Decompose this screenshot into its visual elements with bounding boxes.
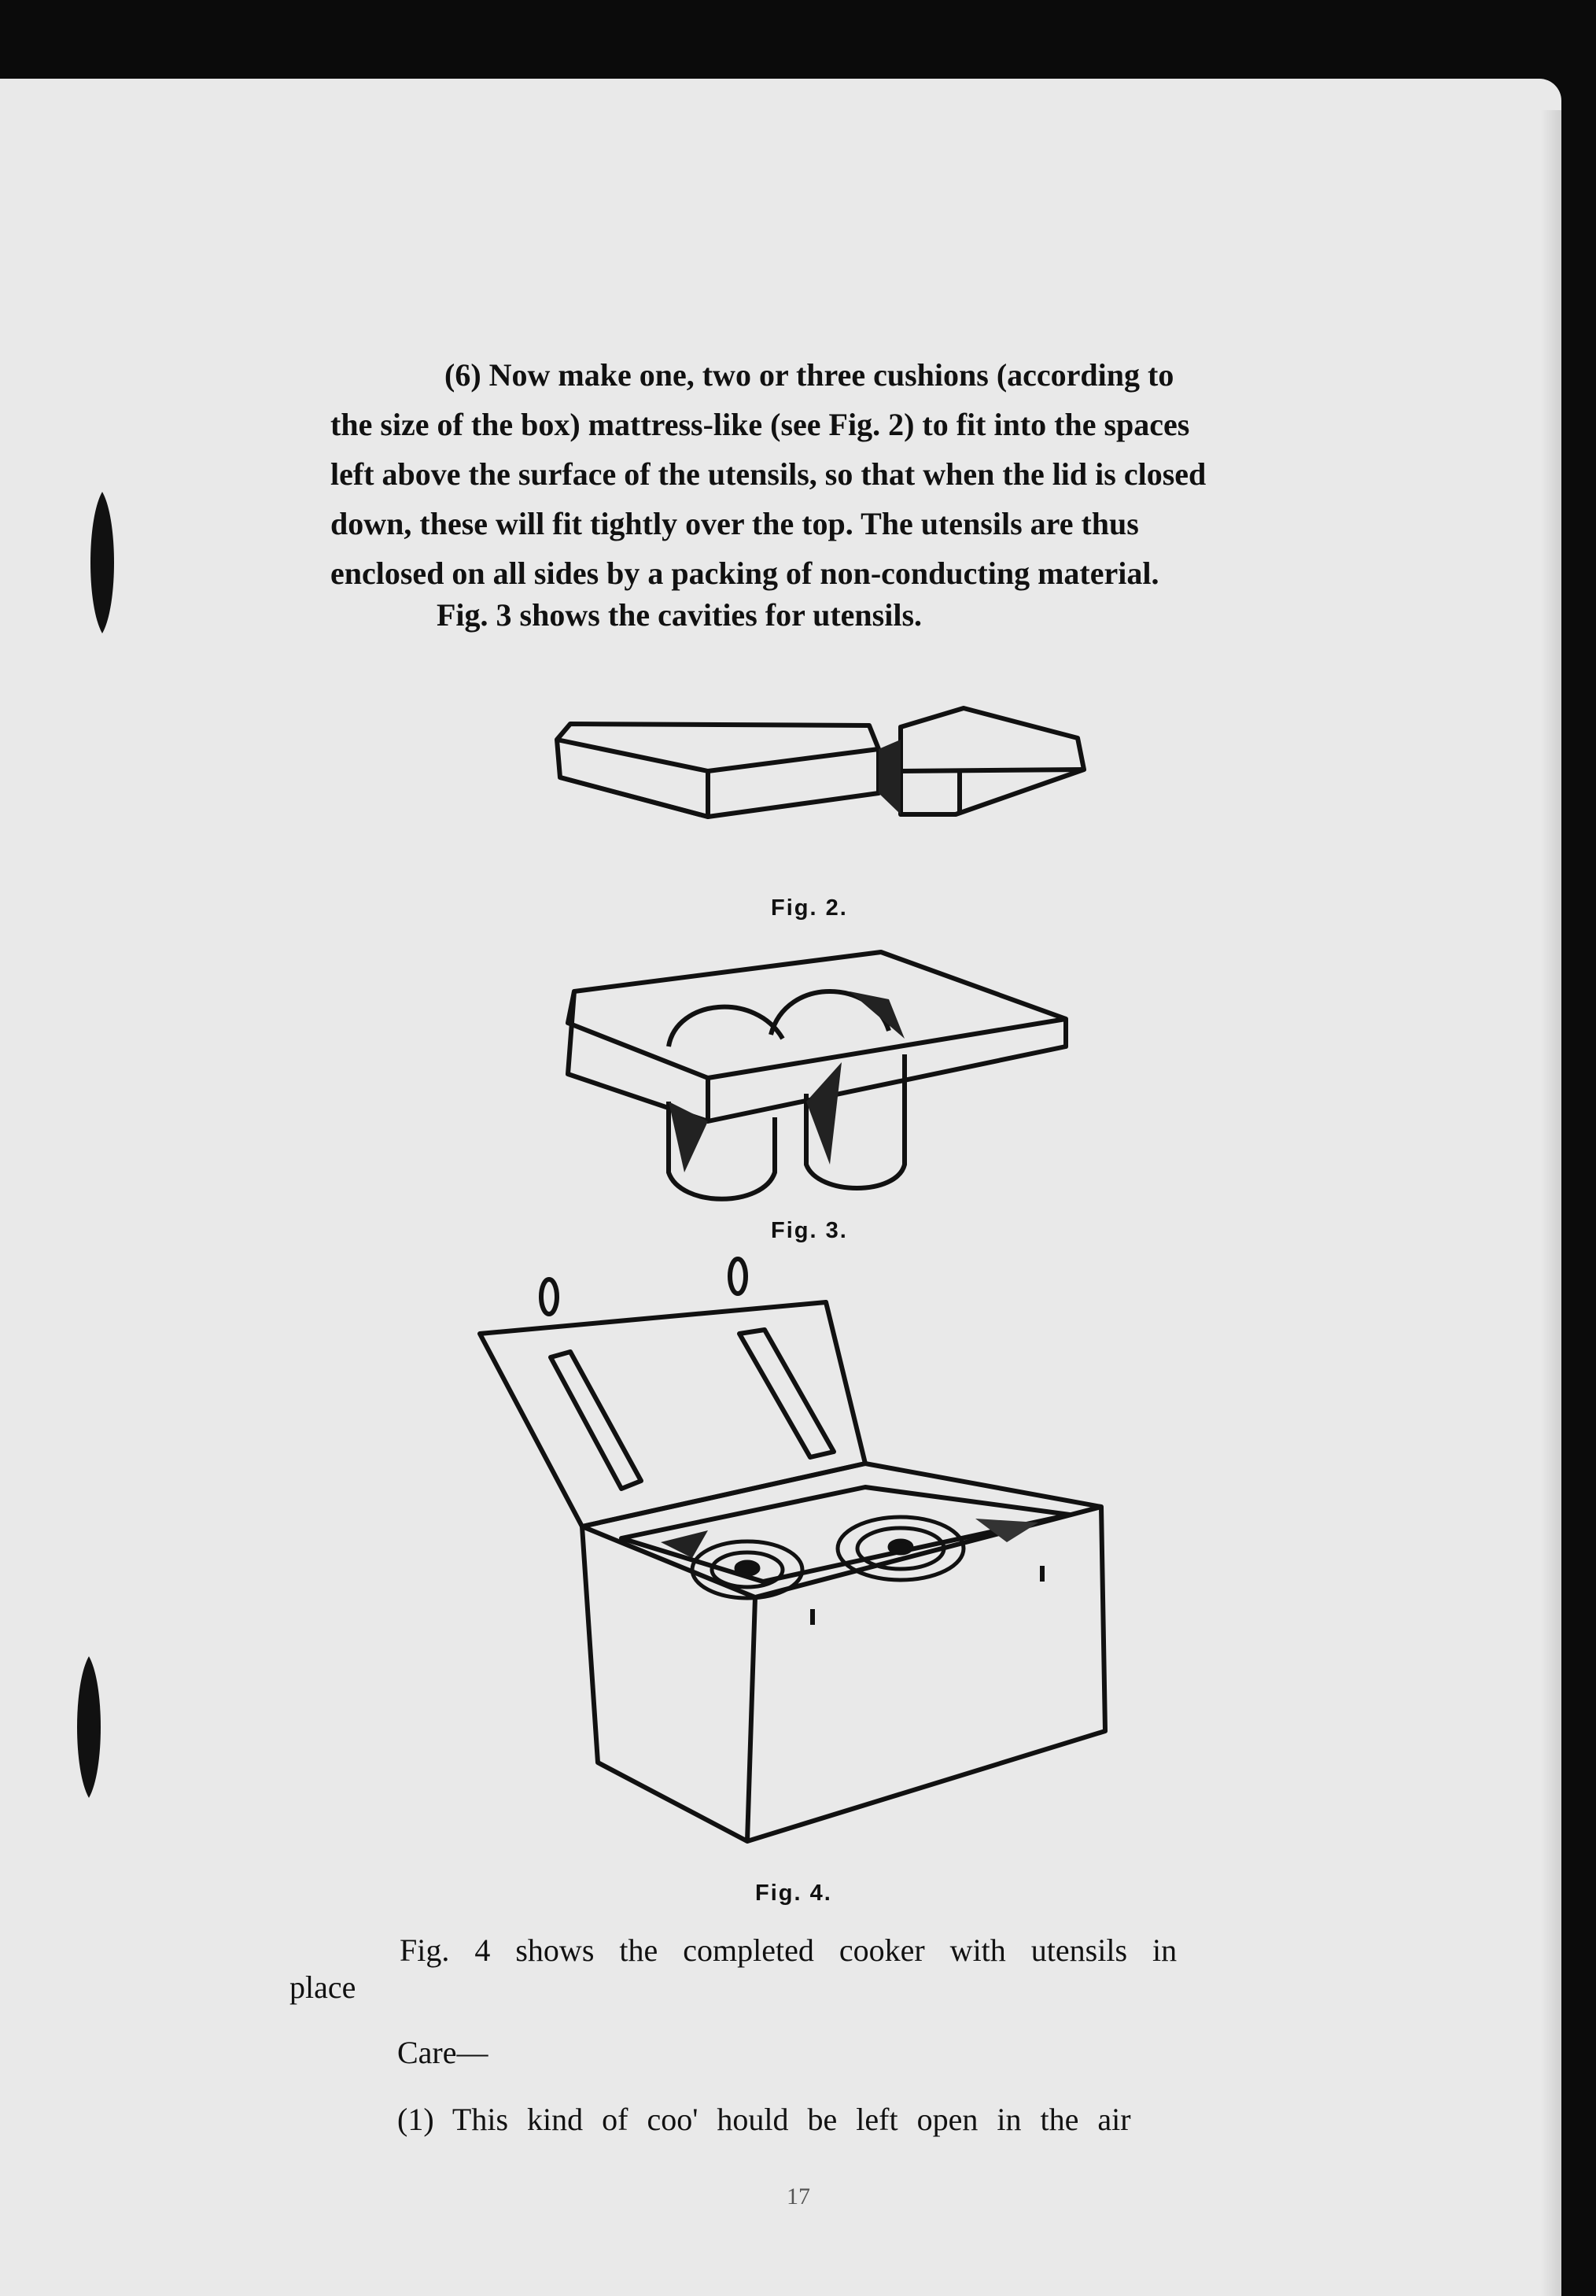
paragraph-line: enclosed on all sides by a packing of non-conducting material.: [330, 556, 1159, 591]
fig4-cooker-box-illustration: [472, 1259, 1117, 1857]
binding-hole-mark: [83, 488, 122, 637]
paragraph-line: down, these will fit tightly over the top. The utensils are thus: [330, 506, 1139, 541]
page-number: 17: [787, 2183, 810, 2209]
fig4-caption: Fig. 4.: [755, 1881, 832, 1906]
fig3-intro-text: Fig. 3 shows the cavities for utensils.: [437, 597, 923, 633]
care-item-1: (1) This kind of coo' hould be left open in the air: [397, 2102, 1131, 2137]
binding-hole-mark: [69, 1652, 109, 1802]
care-heading: Care—: [397, 2035, 488, 2070]
book-page: [0, 79, 1561, 2296]
paragraph-line: the size of the box) mattress-like (see Fig. 2) to fit into the spaces: [330, 407, 1190, 442]
paragraph-line: (6) Now make one, two or three cushions (according to: [444, 357, 1174, 393]
paragraph-line: left above the surface of the utensils, so that when the lid is closed: [330, 456, 1207, 492]
fig3-caption: Fig. 3.: [771, 1218, 848, 1243]
fig2-cushions-illustration: [543, 622, 1109, 858]
instruction-paragraph-6: [330, 350, 1353, 598]
fig2-caption: Fig. 2.: [771, 895, 848, 921]
fig3-cavities-illustration: [558, 944, 1078, 1212]
fig4-description-line: Fig. 4 shows the completed cooker with utensils in: [400, 1932, 1178, 1968]
fig4-description-line: place: [289, 1969, 356, 2005]
